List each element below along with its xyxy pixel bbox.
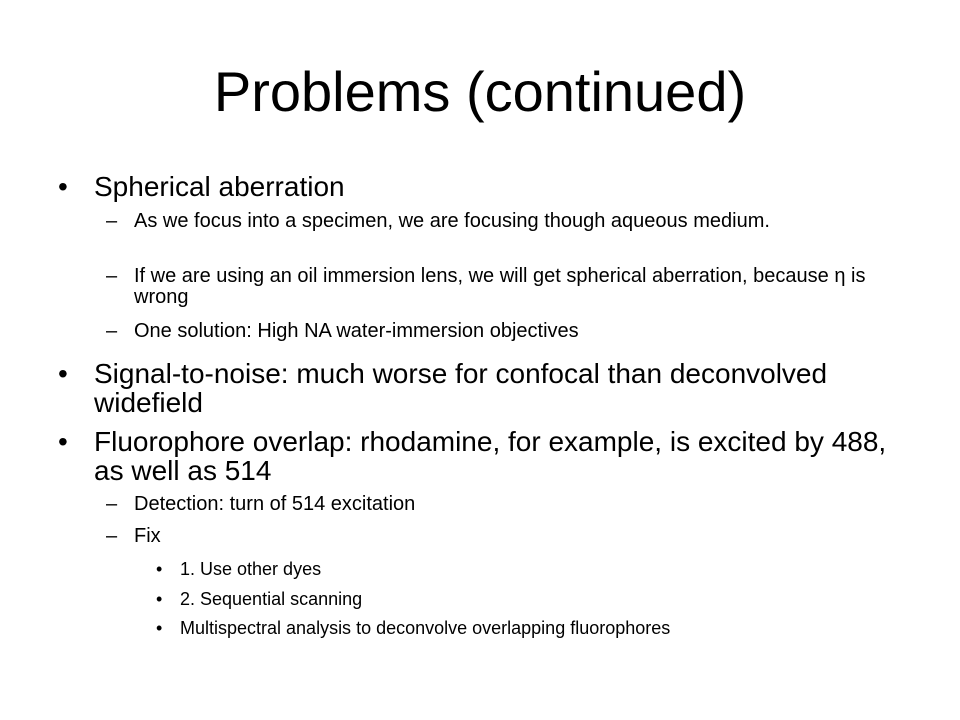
bullet-marker: • xyxy=(156,559,163,579)
bullet-text: Fluorophore overlap: rhodamine, for example, is excited by 488, as well as 514 xyxy=(94,426,887,486)
sub-bullet-text: Fix xyxy=(134,525,161,547)
dash-marker: – xyxy=(106,265,118,287)
bullet-text: Signal-to-noise: much worse for confocal than deconvolved widefield xyxy=(94,358,828,418)
sub-sub-bullet-text: 1. Use other dyes xyxy=(180,559,322,579)
bullet-marker: • xyxy=(58,358,68,389)
sub-bullet-detection xyxy=(106,493,894,515)
dash-marker: – xyxy=(106,525,118,547)
bullet-text: Spherical aberration xyxy=(94,171,345,202)
dash-marker: – xyxy=(106,210,118,232)
sub-sub-bullet-text: 2. Sequential scanning xyxy=(180,589,363,609)
sub-bullet-text: If we are using an oil immersion lens, we will get spherical aberration, because η is wrong xyxy=(134,265,866,308)
sub-bullet-oil-immersion xyxy=(106,265,894,308)
bullet-marker: • xyxy=(156,589,163,609)
sub-bullet-aqueous-medium xyxy=(106,210,894,232)
sub-sub-bullet-sequential-scanning xyxy=(156,589,900,609)
bullet-fluorophore-overlap xyxy=(58,426,904,486)
sub-bullet-text: Detection: turn of 514 excitation xyxy=(134,493,416,515)
bullet-marker: • xyxy=(58,426,68,457)
sub-bullet-text: As we focus into a specimen, we are focusing though aqueous medium. xyxy=(134,210,770,232)
bullet-spherical-aberration xyxy=(58,171,894,202)
bullet-marker: • xyxy=(58,171,68,202)
slide-title: Problems (continued) xyxy=(213,60,747,123)
sub-sub-bullet-other-dyes xyxy=(156,559,900,579)
sub-bullet-fix xyxy=(106,525,894,547)
sub-sub-bullet-multispectral xyxy=(156,618,900,638)
bullet-signal-to-noise xyxy=(58,358,884,418)
sub-sub-bullet-text: Multispectral analysis to deconvolve overlapping fluorophores xyxy=(180,618,671,638)
bullet-marker: • xyxy=(156,618,163,638)
dash-marker: – xyxy=(106,493,118,515)
sub-bullet-text: One solution: High NA water-immersion objectives xyxy=(134,320,579,342)
dash-marker: – xyxy=(106,320,118,342)
sub-bullet-one-solution xyxy=(106,320,894,342)
